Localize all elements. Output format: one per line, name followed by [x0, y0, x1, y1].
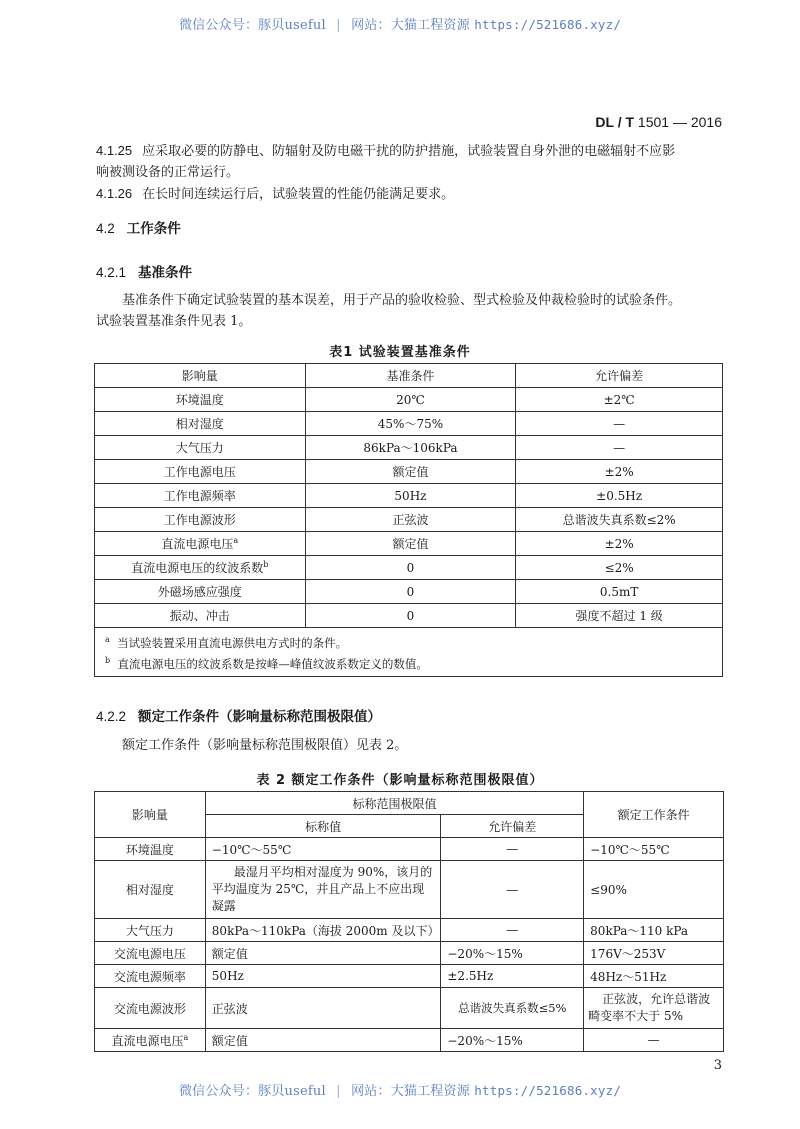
table2	[94, 791, 724, 1052]
factor-cell: 大气压力	[95, 919, 206, 942]
tol-cell: ±2%	[516, 460, 723, 484]
factor-cell: 大气压力	[95, 436, 306, 460]
tol-cell: 总谐波失真系数≤2%	[516, 508, 723, 532]
section-number: 4.2	[96, 221, 115, 236]
watermark-separator: |	[336, 1084, 341, 1099]
nominal-cell: 80kPa～110kPa（海拔 2000m 及以下）	[205, 919, 441, 942]
rated-cell: ≤90%	[584, 861, 724, 919]
header-cell: 影响量	[95, 792, 206, 838]
section-number: 4.2.2	[96, 709, 127, 724]
clause-text-cont: 响被测设备的正常运行。	[96, 165, 240, 180]
factor-cell: 工作电源电压	[95, 460, 306, 484]
standard-code	[595, 114, 722, 130]
watermark-site: 网站：大猫工程资源	[351, 1084, 470, 1099]
ref-cell: 0	[305, 604, 516, 628]
footnote-mark: a	[183, 1032, 189, 1042]
header-cell: 允许偏差	[441, 815, 584, 838]
table-row	[95, 580, 723, 604]
tol-cell: —	[441, 838, 584, 861]
section-heading-4-2-1	[96, 261, 192, 281]
factor-cell: 环境温度	[95, 838, 206, 861]
ref-cell: 正弦波	[305, 508, 516, 532]
table-row	[95, 436, 723, 460]
ref-cell: 额定值	[305, 532, 516, 556]
clause-4-1-26	[96, 183, 722, 205]
header-cell: 影响量	[95, 364, 306, 388]
tol-cell: −20%～15%	[441, 1029, 584, 1052]
factor-cell: 环境温度	[95, 388, 306, 412]
watermark-site: 网站：大猫工程资源	[351, 18, 470, 33]
rated-cell: 80kPa～110 kPa	[584, 919, 724, 942]
factor-cell: 振动、冲击	[95, 604, 306, 628]
factor-cell: 交流电源频率	[95, 965, 206, 988]
ref-cell: 0	[305, 556, 516, 580]
ref-cell: 50Hz	[305, 484, 516, 508]
page-number: 3	[713, 1058, 722, 1073]
factor-cell: 交流电源电压	[95, 942, 206, 965]
tol-cell: —	[441, 919, 584, 942]
tol-cell: ≤2%	[516, 556, 723, 580]
tol-cell: ±2%	[516, 532, 723, 556]
rated-cell: −10℃～55℃	[584, 838, 724, 861]
header-cell: 基准条件	[305, 364, 516, 388]
paragraph-4-2-1	[96, 290, 722, 332]
table-row	[95, 838, 724, 861]
note-mark: b	[105, 656, 111, 665]
footnote-mark: b	[263, 560, 269, 569]
section-title: 额定工作条件（影响量标称范围极限值）	[138, 709, 382, 725]
section-heading-4-2-2	[96, 705, 381, 725]
factor-cell: 工作电源波形	[95, 508, 306, 532]
tol-cell: ±2℃	[516, 388, 723, 412]
factor-cell: 相对湿度	[95, 861, 206, 919]
tol-cell: −20%～15%	[441, 942, 584, 965]
clause-number: 4.1.26	[96, 186, 133, 201]
table1	[94, 363, 723, 677]
table-note	[105, 652, 712, 673]
ref-cell: 0	[305, 580, 516, 604]
factor-text: 直流电源电压	[111, 1033, 184, 1048]
watermark-bottom	[0, 1080, 800, 1099]
factor-cell: 交流电源波形	[95, 988, 206, 1029]
ref-cell: 86kPa～106kPa	[305, 436, 516, 460]
note-text: 直流电源电压的纹波系数是按峰—峰值纹波系数定义的数值。	[117, 656, 428, 671]
standard-prefix: DL / T	[595, 114, 635, 130]
factor-cell	[95, 556, 306, 580]
table-row	[95, 919, 724, 942]
ref-cell: 45%～75%	[305, 412, 516, 436]
watermark-wechat: 微信公众号：豚贝useful	[178, 18, 326, 33]
tol-cell: 总谐波失真系数≤5%	[441, 988, 584, 1029]
watermark-separator: |	[336, 18, 341, 33]
tol-cell: ±2.5Hz	[441, 965, 584, 988]
watermark-url[interactable]: https://521686.xyz/	[474, 17, 622, 32]
factor-cell: 工作电源频率	[95, 484, 306, 508]
tol-cell: —	[441, 861, 584, 919]
ref-cell: 额定值	[305, 460, 516, 484]
paragraph-line: 基准条件下确定试验装置的基本误差，用于产品的验收检验、型式检验及仲裁检验时的试验条件。	[122, 293, 682, 308]
factor-text: 直流电源电压的纹波系数	[131, 561, 264, 575]
tol-cell: 0.5mT	[516, 580, 723, 604]
rated-cell: —	[584, 1029, 724, 1052]
watermark-url[interactable]: https://521686.xyz/	[474, 1083, 622, 1098]
table-notes	[95, 628, 723, 677]
tol-cell: —	[516, 412, 723, 436]
rated-cell: 176V～253V	[584, 942, 724, 965]
ref-cell: 20℃	[305, 388, 516, 412]
standard-number: 1501 — 2016	[637, 114, 722, 130]
note-mark: a	[105, 635, 110, 645]
note-text: 当试验装置采用直流电源供电方式时的条件。	[117, 636, 348, 650]
paragraph-line: 试验装置基准条件见表 1。	[96, 314, 252, 329]
table-row	[95, 556, 723, 580]
factor-cell	[95, 532, 306, 556]
nominal-cell: 正弦波	[205, 988, 441, 1029]
table-row	[95, 460, 723, 484]
header-group-cell: 标称范围极限值	[205, 792, 583, 815]
rated-cell: 48Hz～51Hz	[584, 965, 724, 988]
table1-caption: 表1 试验装置基准条件	[329, 345, 471, 360]
nominal-cell: 额定值	[205, 942, 441, 965]
table-row	[95, 388, 723, 412]
table-header-row	[95, 364, 723, 388]
table-note	[105, 631, 712, 652]
header-cell: 标称值	[205, 815, 441, 838]
clause-number: 4.1.25	[96, 143, 133, 158]
section-number: 4.2.1	[96, 265, 127, 280]
nominal-cell: −10℃～55℃	[205, 838, 441, 861]
table-row	[95, 484, 723, 508]
factor-cell	[95, 1029, 206, 1052]
tol-cell: ±0.5Hz	[516, 484, 723, 508]
table-row	[95, 508, 723, 532]
footnote-mark: a	[233, 536, 239, 545]
header-cell: 额定工作条件	[584, 792, 724, 838]
section-heading-4-2	[96, 217, 181, 237]
table-row	[95, 532, 723, 556]
rated-cell: 正弦波，允许总谐波畸变率不大于 5%	[584, 988, 724, 1029]
table2-caption: 表 2 额定工作条件（影响量标称范围极限值）	[256, 773, 544, 788]
watermark-top	[0, 14, 800, 33]
nominal-cell: 额定值	[205, 1029, 441, 1052]
factor-cell: 外磁场感应强度	[95, 580, 306, 604]
section-title: 工作条件	[126, 221, 181, 237]
watermark-wechat: 微信公众号：豚贝useful	[178, 1084, 326, 1099]
nominal-cell: 50Hz	[205, 965, 441, 988]
clause-text: 应采取必要的防静电、防辐射及防电磁干扰的防护措施，试验装置自身外泄的电磁辐射不应影	[142, 144, 676, 159]
table-row	[95, 942, 724, 965]
table-row	[95, 412, 723, 436]
table-row	[95, 604, 723, 628]
section-title: 基准条件	[138, 265, 193, 281]
tol-cell: —	[516, 436, 723, 460]
table-notes-row	[95, 628, 723, 677]
table-row	[95, 1029, 724, 1052]
header-cell: 允许偏差	[516, 364, 723, 388]
table-header-row	[95, 792, 724, 815]
table-row	[95, 861, 724, 919]
clause-4-1-25	[96, 140, 722, 183]
table-row	[95, 988, 724, 1029]
tol-cell: 强度不超过 1 级	[516, 604, 723, 628]
factor-cell: 相对湿度	[95, 412, 306, 436]
clause-text: 在长时间连续运行后，试验装置的性能仍能满足要求。	[142, 187, 455, 202]
nominal-cell: 最湿月平均相对湿度为 90%，该月的平均温度为 25℃，并且产品上不应出现凝露	[205, 861, 441, 919]
factor-text: 直流电源电压	[161, 537, 234, 551]
table-row	[95, 965, 724, 988]
paragraph-4-2-2: 额定工作条件（影响量标称范围极限值）见表 2。	[122, 738, 408, 753]
